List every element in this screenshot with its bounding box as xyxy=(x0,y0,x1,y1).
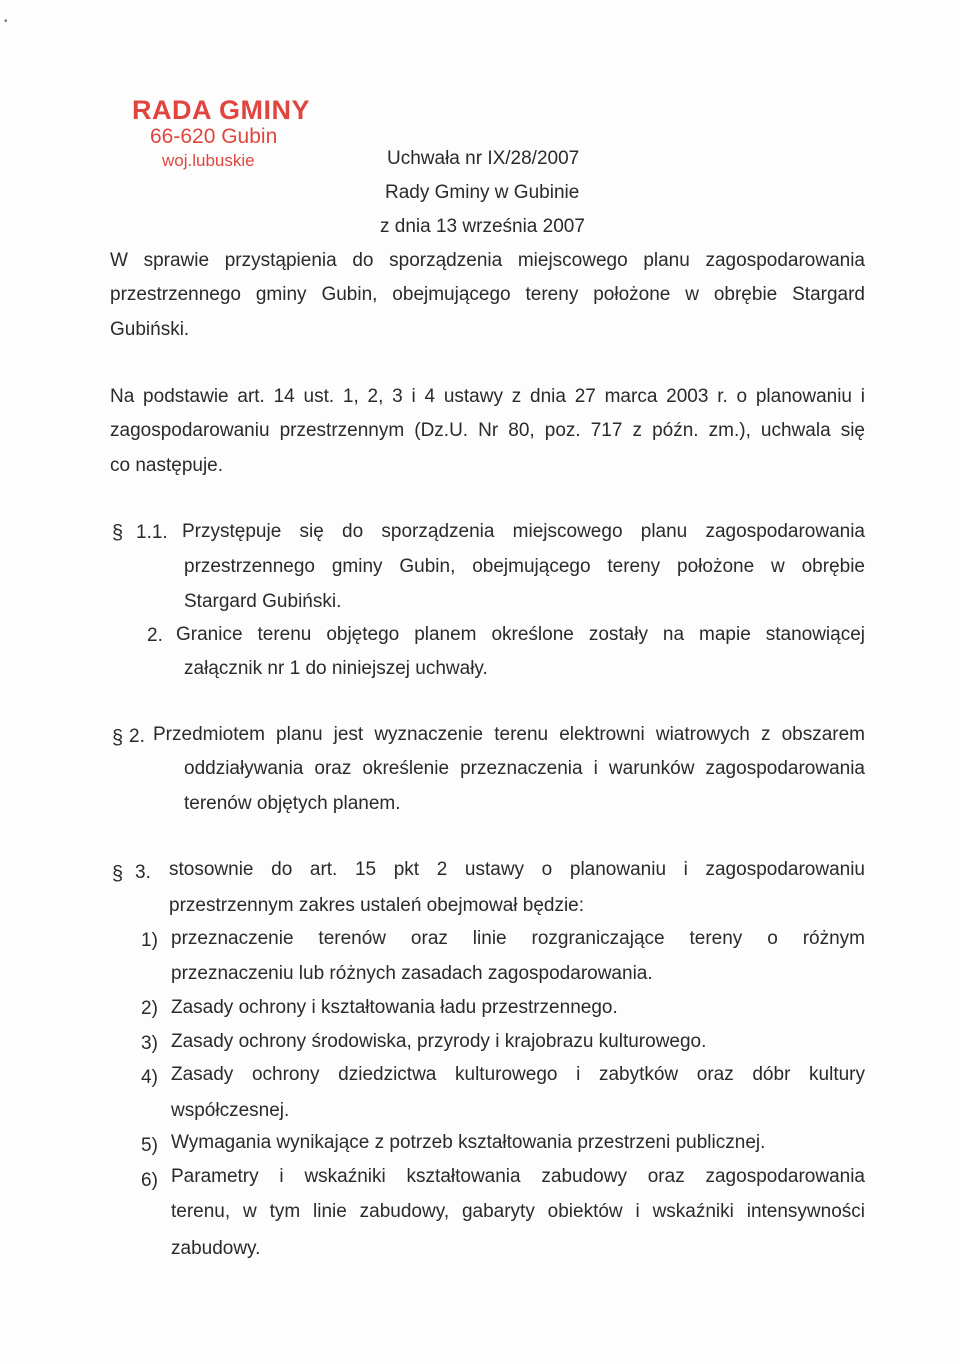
subject-line-2: przestrzennego gminy Gubin, obejmującego tereny położone w obrębie Stargard xyxy=(110,284,865,305)
item-3-line-1: Zasady ochrony środowiska, przyrody i krajobrazu kulturowego. xyxy=(171,1031,707,1052)
item-2-line-1: Zasady ochrony i kształtowania ładu przestrzennego. xyxy=(171,997,618,1018)
section-3-number: 3. xyxy=(135,862,151,883)
resolution-number: Uchwała nr IX/28/2007 xyxy=(387,148,580,169)
section-1-sub2-line-1: Granice terenu objętego planem określone zostały na mapie stanowiącej xyxy=(176,624,865,645)
section-sign-3: § xyxy=(112,863,124,885)
section-3-line-2: przestrzennym zakres ustaleń obejmował będzie: xyxy=(169,895,585,916)
section-2-number: 2. xyxy=(129,726,145,747)
item-1-number: 1) xyxy=(141,930,158,951)
stamp-line-2: 66-620 Gubin xyxy=(150,125,278,148)
basis-line-2: zagospodarowaniu przestrzennym (Dz.U. Nr 80, poz. 717 z późn. zm.), uchwala się xyxy=(110,420,865,441)
section-1-sub2-line-2: załącznik nr 1 do niniejszej uchwały. xyxy=(184,658,488,679)
item-2-number: 2) xyxy=(141,998,158,1019)
item-6-number: 6) xyxy=(141,1170,158,1191)
section-sign-1: § xyxy=(112,522,124,544)
basis-line-3: co następuje. xyxy=(110,455,224,476)
scan-speck: • xyxy=(4,16,8,27)
subject-line-3: Gubiński. xyxy=(110,319,190,340)
section-1-line-3: Stargard Gubiński. xyxy=(184,591,342,612)
council-stamp xyxy=(132,96,310,172)
item-4-line-1: Zasady ochrony dziedzictwa kulturowego i zabytków oraz dóbr kultury xyxy=(171,1064,865,1085)
section-1-line-1: Przystępuje się do sporządzenia miejscowego planu zagospodarowania xyxy=(182,521,865,542)
section-1-number: 1.1. xyxy=(136,522,168,543)
item-1-line-2: przeznaczeniu lub różnych zasadach zagospodarowania. xyxy=(171,963,653,984)
section-3-line-1: stosownie do art. 15 pkt 2 ustawy o planowaniu i zagospodarowaniu xyxy=(169,859,865,880)
section-sign-2: § xyxy=(112,727,124,749)
item-4-line-2: współczesnej. xyxy=(171,1100,290,1121)
council-name: Rady Gminy w Gubinie xyxy=(385,182,580,203)
item-5-number: 5) xyxy=(141,1135,158,1156)
item-6-line-3: zabudowy. xyxy=(171,1238,261,1259)
section-2-line-3: terenów objętych planem. xyxy=(184,793,401,814)
item-1-line-1: przeznaczenie terenów oraz linie rozgraniczające tereny o różnym xyxy=(171,928,865,949)
subject-line-1: W sprawie przystąpienia do sporządzenia miejscowego planu zagospodarowania xyxy=(110,250,865,271)
item-3-number: 3) xyxy=(141,1033,158,1054)
stamp-line-3: woj.lubuskie xyxy=(162,151,255,170)
stamp-line-1: RADA GMINY xyxy=(132,95,310,125)
item-5-line-1: Wymagania wynikające z potrzeb kształtowania przestrzeni publicznej. xyxy=(171,1132,766,1153)
section-2-line-1: Przedmiotem planu jest wyznaczenie terenu elektrowni wiatrowych z obszarem xyxy=(153,724,865,745)
section-2-line-2: oddziaływania oraz określenie przeznaczenia i warunków zagospodarowania xyxy=(184,758,865,779)
section-1-sub2-number: 2. xyxy=(147,625,163,646)
resolution-date: z dnia 13 września 2007 xyxy=(380,216,585,237)
basis-line-1: Na podstawie art. 14 ust. 1, 2, 3 i 4 ustawy z dnia 27 marca 2003 r. o planowaniu i xyxy=(110,386,865,407)
item-6-line-2: terenu, w tym linie zabudowy, gabaryty obiektów i wskaźniki intensywności xyxy=(171,1201,865,1222)
item-6-line-1: Parametry i wskaźniki kształtowania zabudowy oraz zagospodarowania xyxy=(171,1166,865,1187)
section-1-line-2: przestrzennego gminy Gubin, obejmującego tereny położone w obrębie xyxy=(184,556,865,577)
item-4-number: 4) xyxy=(141,1067,158,1088)
